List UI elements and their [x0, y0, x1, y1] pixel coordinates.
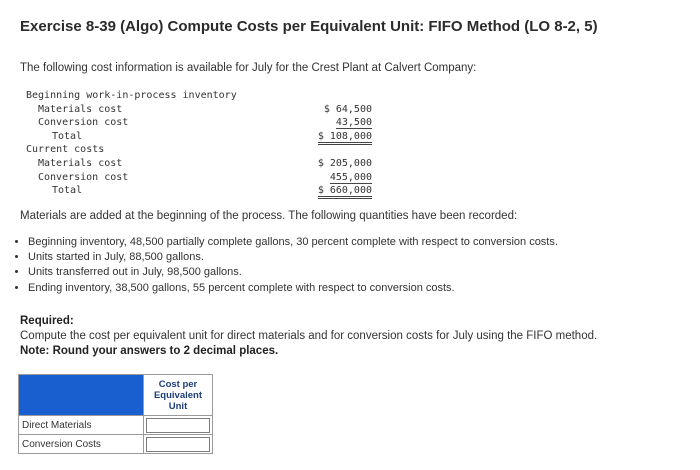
direct-materials-label: Direct Materials: [19, 416, 144, 435]
bwip-conversion-row: [26, 117, 386, 131]
answer-table-header-row: [19, 375, 213, 416]
list-item: • Ending inventory, 38,500 gallons, 55 percent complete with respect to conversion costs.: [28, 282, 688, 294]
header-line-1: Cost per: [158, 378, 198, 390]
bwip-total-label: Total: [52, 130, 83, 142]
bwip-total-value: $ 108,000: [318, 131, 372, 145]
bwip-materials-value: $ 64,500: [323, 103, 372, 115]
header-line-2: Equivalent: [153, 389, 203, 401]
bwip-materials-label: Materials cost: [38, 103, 123, 115]
current-label: Current costs: [26, 144, 105, 156]
current-conversion-label: Conversion cost: [38, 171, 129, 183]
list-item: • Beginning inventory, 48,500 partially complete gallons, 30 percent complete with respect to conversion costs.: [28, 236, 688, 248]
current-total-value: $ 660,000: [318, 185, 372, 199]
table-row: [19, 435, 213, 454]
note-text: Round your answers to 2 decimal places.: [52, 345, 279, 357]
current-header-row: [26, 144, 386, 158]
bwip-conversion-value: 43,500: [335, 117, 372, 129]
required-text: Compute the cost per equivalent unit for direct materials and for conversion costs for July using the FIFO method.: [20, 330, 598, 342]
intro-text: The following cost information is available for July for the Crest Plant at Calvert Company:: [20, 62, 477, 74]
current-total-row: [26, 185, 386, 199]
answer-table: [18, 374, 213, 454]
current-materials-label: Materials cost: [38, 157, 123, 169]
conversion-costs-input[interactable]: [146, 437, 210, 452]
bwip-total-row: [26, 131, 386, 145]
list-item: • Units transferred out in July, 98,500 gallons.: [28, 266, 688, 278]
exercise-title: Exercise 8-39 (Algo) Compute Costs per Equivalent Unit: FIFO Method (LO 8-2, 5): [20, 18, 598, 35]
materials-paragraph: Materials are added at the beginning of the process. The following quantities have been recorded:: [20, 210, 518, 222]
cost-schedule: [26, 90, 386, 199]
current-conversion-value: 455,000: [329, 171, 372, 183]
direct-materials-cell: [144, 416, 213, 435]
conversion-costs-cell: [144, 435, 213, 454]
table-row: [19, 416, 213, 435]
list-item: • Units started in July, 88,500 gallons.: [28, 251, 688, 263]
current-materials-row: [26, 158, 386, 172]
note-label: Note:: [20, 345, 50, 357]
current-materials-value: $ 205,000: [317, 157, 372, 169]
header-line-3: Unit: [168, 400, 188, 412]
bwip-conversion-label: Conversion cost: [38, 117, 129, 129]
quantities-list: [10, 236, 688, 297]
direct-materials-input[interactable]: [146, 418, 210, 433]
answer-table-header-blank: [19, 375, 144, 416]
rounding-note: [20, 345, 278, 357]
bwip-header-row: [26, 90, 386, 104]
current-conversion-row: [26, 172, 386, 186]
conversion-costs-label: Conversion Costs: [19, 435, 144, 454]
cost-per-unit-header: [144, 375, 213, 416]
bwip-materials-row: [26, 104, 386, 118]
current-total-label: Total: [52, 185, 83, 197]
required-heading: Required:: [20, 315, 74, 327]
bwip-label: Beginning work-in-process inventory: [26, 90, 237, 101]
